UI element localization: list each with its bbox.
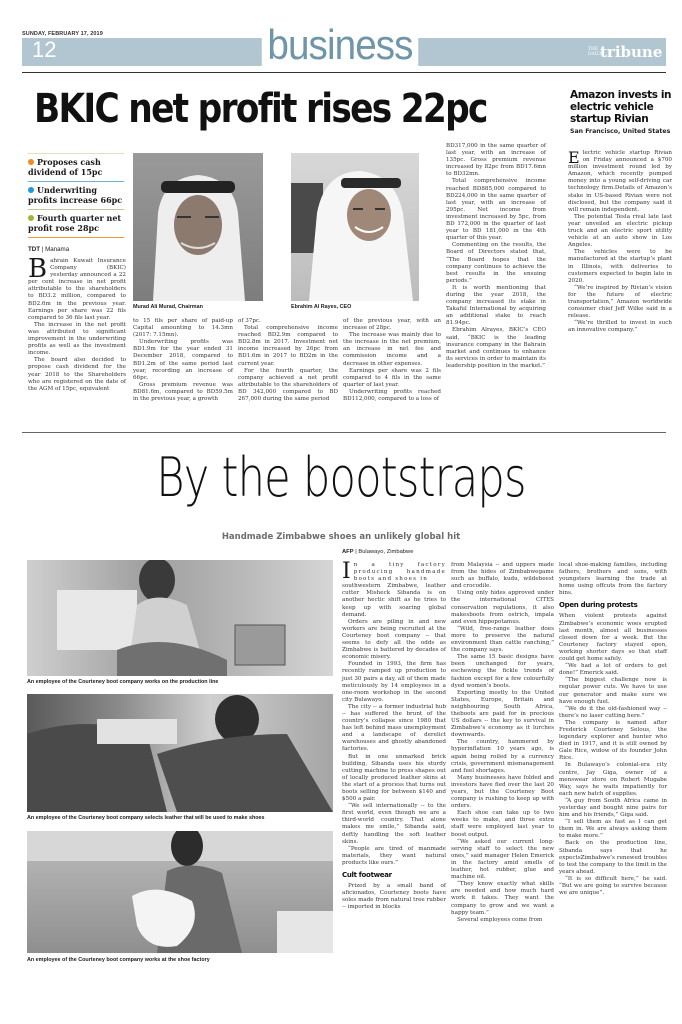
logo-prefix: THE DAILY <box>588 47 603 57</box>
header-divider <box>22 72 666 73</box>
side-story-column <box>568 150 672 334</box>
paragraph: “We asked our current long-serving staff to select the new ones,” said manager Helen Emerick in the factory amid smells of leather, hot rubber, glue and machine oil. <box>451 838 554 881</box>
paragraph: Prized by a small band of aficionados, Courteney boots have soles made from natural tree rubber -- imported in blocks <box>342 883 446 911</box>
feature-column-3 <box>559 562 667 897</box>
highlight-text: Proposes cash dividend of 15pc <box>28 157 103 177</box>
paragraph: Several employees come from <box>457 916 543 923</box>
paragraph: Ebrahim Alrayes, BKIC’s CEO said, “BKIC is the leading insurance company in the Bahrain market and continues to enhance its services in order to maintain its leadership position in the market.” <box>446 327 546 369</box>
photo-caption: An employee of the Courteney boot company works on the production line <box>27 679 219 685</box>
paragraph: The country, hammered by hyperinflation 10 years ago, is again being roiled by a currency crisis, government mismanagement and fuel shortages. <box>451 739 554 774</box>
paragraph: Total comprehensive income reached BD885,000 compared to BD224,000 in the same quarter of last year, with an increase of 295pc. Net income from investment increased by 5pc, from BD 172,000 in the quarter of last year to BD 181,000 in the 4th quarter of this year. <box>446 178 546 242</box>
paragraph: When violent protests against Zimbabwe’s economic woes erupted last month, almost all businesses closed down for a week. But the Courteney factory stayed open, working shorter days so that staff could get home safely. <box>559 613 667 663</box>
section-title: business <box>262 22 418 72</box>
paragraph: Orders are piling in and new workers are being recruited at the Courteney boot company -- that seems to defy all the odds as Zimbabwe is battered by decades of economic misery. <box>342 618 446 661</box>
paragraph: “We’re thrilled to invest in such an innovative company.” <box>568 320 672 334</box>
paragraph: Underwriting profits reached BD112,000, compared to a loss of <box>343 388 441 403</box>
section-subheading: Open during protests <box>559 601 638 610</box>
paragraph: “It is so difficult here,” he said. “But we are going to survive because we are unique”. <box>559 875 667 897</box>
paragraph: “We had a lot of orders to get done!” Emerick said. <box>559 663 667 677</box>
drop-cap: I <box>342 559 351 584</box>
paragraph: BD317,000 in the same quarter of last year, with an increase of 135pc. Gross premium revenue increased by 82pc from BD17.6mn to BD32mn. <box>446 143 546 178</box>
drop-cap: E <box>568 148 580 167</box>
lead-column-5 <box>446 143 546 370</box>
paragraph: Each shoe can take up to two weeks to make, and three extra staff were employed last year to boost output. <box>451 810 554 838</box>
lead-byline: TDT | Manama <box>28 246 70 253</box>
ceo-photo <box>291 153 419 301</box>
leather-selection-photo <box>27 694 333 812</box>
paragraph: The vehicles were to be manufactured at the startup’s plant in Illinois, with deliveries to customers expected to begin late in 2020. <box>568 249 672 284</box>
paragraph: Earnings per share was 2 fils compared to 4 fils in the same quarter of last year. <box>343 367 441 388</box>
paragraph: The potential Tesla rival late last year unveiled an electric pickup truck and an electric sport utility vehicle at an auto show in Los Angeles. <box>568 213 672 249</box>
highlight-text: Fourth quarter net profit rose 28pc <box>28 213 122 233</box>
lead-column-3 <box>238 318 338 403</box>
paragraph: “We sell internationally -- to the first world, even though we are a third-world country. That alone makes me smile,” Sibanda said, deftly handling the soft leather skins. <box>342 803 446 845</box>
worker-at-factory-image <box>27 831 333 953</box>
production-line-photo <box>27 560 333 676</box>
feature-byline: AFP | Bulawayo, Zimbabwe <box>342 549 414 555</box>
highlight-text: Underwriting profits increase 66pc <box>28 185 123 205</box>
lead-column-2 <box>133 318 233 403</box>
paragraph: n a tiny factory producing handmade boots and shoes in <box>353 562 446 583</box>
side-headline: Amazon invests in electric vehicle startup Rivian <box>570 89 672 125</box>
highlights-bottom-rule <box>28 237 124 238</box>
paragraph: Total comprehensive income reached BD2.9m compared to BD2.8m in 2017. Investment net income increased by 26pc from BD1.6m in 2017 to BD2m in the current year. <box>238 325 338 367</box>
paragraph: “Wild, free-range leather does more to preserve the natural environment than cattle ranching,” the company says. <box>451 625 554 654</box>
highlight-item <box>28 209 124 237</box>
paragraph: Commenting on the results, the Board of Directors stated that, “The Board hopes that the company continues to achieve the best results in the ensuing periods.” <box>446 242 546 284</box>
paragraph: “The biggest challenge now is regular power cuts. We have to use our generator and make sure we have enough fuel. <box>559 677 667 705</box>
paragraph: from Malaysia -- and uppers made from the hides of Zimbabwegame such as buffalo, kudu, wildebeest and crocodile. <box>451 562 554 590</box>
feature-subheadline: Handmade Zimbabwe shoes an unlikely global hit <box>221 532 461 542</box>
paragraph: Underwriting profits was BD1.9m for the year ended 31 December 2018, compared to BD1.2m of the same period last year, recording an increase of 66pc. <box>133 339 233 381</box>
factory-worker-image <box>27 560 333 676</box>
paragraph: “They know exactly what skills are needed and how much hard work it takes. They want the company to grow and we want a happy team.” <box>451 881 554 916</box>
paragraph: lectric vehicle startup Rivian on Friday announced a $700 million investment round led by Amazon, which recently pumped money into a young self-driving car technology firm.Details of Amazon’s stake in US-based Rivian were not disclosed, but the company said it will remain independent. <box>568 150 672 213</box>
paragraph: In Bulawayo’s colonial-era city centre, Jay Giga, owner of a menswear store on Robert Mugabe Way, says he waits impatiently for each new batch of supplies. <box>559 762 667 797</box>
shoe-factory-photo <box>27 831 333 953</box>
portrait-image <box>133 153 263 301</box>
page-number: 12 <box>32 37 57 62</box>
paragraph: to 15 fils per share of paid-up Capital amounting to 14.3mn (2017: 7.15mn). <box>133 318 233 339</box>
photo-caption: An employee of the Courteney boot company selects leather that will be used to make shoes <box>27 815 265 821</box>
side-dateline: San Francisco, United States <box>570 128 671 135</box>
paragraph: Exporting mostly to the United States, Europe, Britain and neighbouring South Africa, theboots are paid for in precious US dollars -- the key to survival in Zimbabwe’s economy as it lurches downwards. <box>451 689 554 739</box>
byline-source: TDT <box>28 246 41 253</box>
paragraph: The increase in the net profit was attributed to significant improvement in the underwriting profits as well as the investment income. <box>28 321 126 357</box>
paragraph: Many businesses have folded and investors have fled over the last 20 years, but the Courteney Boot company is rushing to keep up with orders. <box>451 774 554 810</box>
issue-date: SUNDAY, FEBRUARY 17, 2019 <box>22 31 103 37</box>
paragraph: But in one unmarked brick building, Sibanda uses his sturdy cutting machine to press shapes out of locally produced leather skins at the start of a process that turns out boots selling for between $140 and $500 a pair. <box>342 753 446 803</box>
newspaper-logo <box>588 42 662 62</box>
byline-place: Manama <box>45 246 70 253</box>
paragraph: southwestern Zimbabwe, leather cutter Misheck Sibanda is on another hectic shift as he tries to keep up with soaring global demand. <box>342 583 446 618</box>
paragraph: of the previous year, with an increase of 28pc. <box>343 318 441 332</box>
byline-place: Bulawayo, Zimbabwe <box>358 549 414 555</box>
paragraph: The board also decided to propose cash dividend for the year 2018 to the Shareholders who are registered on the date of the AGM of 15pc, equivalent <box>28 357 126 392</box>
lead-headline: BKIC net profit rises 22pc <box>34 86 487 132</box>
paragraph: of 37pc. <box>238 318 261 324</box>
logo-wordmark: tribune <box>600 43 663 61</box>
drop-cap: B <box>28 254 48 284</box>
photo-caption: Ebrahim Al Rayes, CEO <box>291 304 352 310</box>
feature-column-1 <box>342 559 446 911</box>
paragraph: The company is named after Frederick Courteney Selous, the legendary explorer and hunter who died in 1917, and it is still owned by Gale Rice, widow of its founder John Rice. <box>559 719 667 762</box>
paragraph: Gross premium revenue was BD81.6m, compared to BD59.5m in the previous year, a growth <box>133 381 233 403</box>
paragraph: The increase was mainly due to the increase in the net premium, an increase in net fee and commission income and a decrease in other expenses. <box>343 332 441 367</box>
paragraph: “A guy from South Africa came in yesterday and bought nine pairs for him and his friends,” Giga said. <box>559 797 667 819</box>
paragraph: Back on the production line, Sibanda says that he expectsZimbabwe’s renewed troubles to test the company to the limit in the years ahead. <box>559 840 667 875</box>
paragraph: “We’re inspired by Rivian’s vision for the future of electric transportation,” Amazon worldwide consumer chief Jeff Wilke said in a release. <box>568 284 672 320</box>
paragraph: The city -- a former industrial hub -- has suffered the brunt of the country’s collapse since 1980 that has left behind mass unemployment and a landscape of derelict warehouses and ghostly abandoned factories. <box>342 703 446 753</box>
paragraph: ahrain Kuwait Insurance Company (BKIC) yesterday announced a 22 per cent increase in net profit attributable to the shareholders to BD3.2 million, compared to BD2.6m in the previous year. Earnings per share was 22 fils compared to 36 fils last year. <box>28 258 126 321</box>
feature-column-2 <box>451 562 554 924</box>
feature-headline: By the bootstraps <box>156 446 526 509</box>
paragraph: It is worth mentioning that during the year 2018, the company increased its stake in Takaful International by acquiring an additional stake to reach 81.94pc. <box>446 284 546 327</box>
section-subheading: Cult footwear <box>342 871 392 880</box>
photo-caption: Murad Ali Murad, Chairman <box>133 304 203 310</box>
paragraph: The same 15 basic designs have been unchanged for years, eschewing the fickle trends of fashion except for a few colourfully dyed women’s boots. <box>451 654 554 689</box>
worker-with-leather-image <box>27 694 333 812</box>
bullet-dot-icon <box>28 159 34 165</box>
bullet-dot-icon <box>28 215 34 221</box>
paragraph: local shoe-making families, including fathers, brothers and sons, with youngsters learning the trade at home using offcuts from the factory bins. <box>559 562 667 597</box>
paragraph: Using only hides approved under the international CITES conservation regulations, it also makesboots from ostrich, impala and even hippopotamus. <box>451 590 554 625</box>
paragraph: Founded in 1993, the firm has recently ramped up production to just 30 pairs a day, all of them made meticulously by 14 employees in a one-room workshop in the second city Bulawayo. <box>342 661 446 703</box>
lead-column-1 <box>28 254 126 393</box>
paragraph: “We do it the old-fashioned way -- there’s no laser cutting here.” <box>559 705 667 719</box>
paragraph: “I sell them as fast as I can get them in. We are always asking them to make more.” <box>559 819 667 840</box>
section-divider <box>22 432 666 433</box>
bullet-dot-icon <box>28 187 34 193</box>
photo-caption: An employee of the Courteney boot company works at the shoe factory <box>27 957 210 963</box>
highlight-item <box>28 153 124 181</box>
portrait-image <box>291 153 419 301</box>
chairman-photo <box>133 153 263 301</box>
highlights-box <box>28 153 124 238</box>
byline-source: AFP <box>342 549 354 555</box>
highlight-item <box>28 181 124 209</box>
paragraph: For the fourth quarter, the company achieved a net profit attributable to the shareholders of BD 342,000 compared to BD 267,000 during the same period <box>238 367 338 403</box>
paragraph: “People are tired of manmade materials, they want natural products like ours.” <box>342 845 446 866</box>
lead-column-4 <box>343 318 441 403</box>
